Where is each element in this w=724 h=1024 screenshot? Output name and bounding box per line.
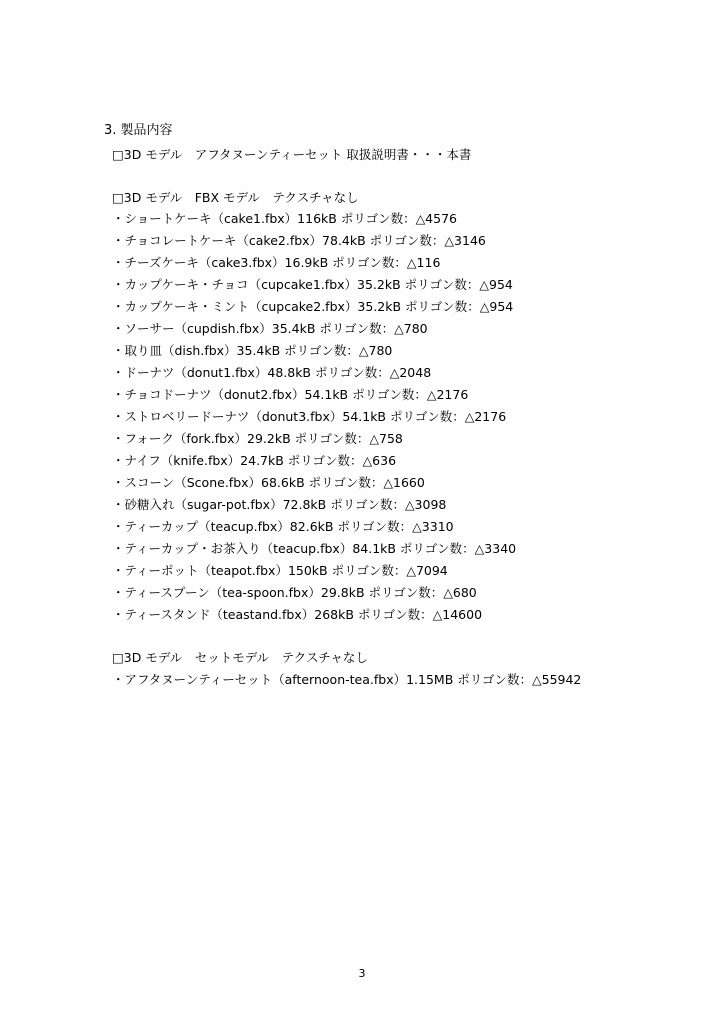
set-models-header: □3D モデル セットモデル テクスチャなし [112, 650, 368, 665]
list-item: ・ティースプーン（tea-spoon.fbx）29.8kB ポリゴン数：△680 [112, 585, 477, 600]
list-item: ・ティーカップ・お茶入り（teacup.fbx）84.1kB ポリゴン数：△3340 [112, 541, 517, 556]
section-title: 3. 製品内容 [104, 123, 173, 138]
list-item: ・カップケーキ・チョコ（cupcake1.fbx）35.2kB ポリゴン数：△954 [112, 277, 513, 292]
fbx-models-header: □3D モデル FBX モデル テクスチャなし [112, 190, 359, 205]
page-number: 3 [358, 967, 366, 980]
list-item: ・ストロベリードーナツ（donut3.fbx）54.1kB ポリゴン数：△2176 [112, 409, 507, 424]
manual-line: □3D モデル アフタヌーンティーセット 取扱説明書・・・本書 [112, 147, 472, 162]
list-item: ・ティースタンド（teastand.fbx）268kB ポリゴン数：△14600 [112, 607, 483, 622]
list-item: ・カップケーキ・ミント（cupcake2.fbx）35.2kB ポリゴン数：△954 [112, 299, 514, 314]
list-item: ・ティーカップ（teacup.fbx）82.6kB ポリゴン数：△3310 [112, 519, 454, 534]
list-item: ・チョコドーナツ（donut2.fbx）54.1kB ポリゴン数：△2176 [112, 387, 469, 402]
list-item: ・フォーク（fork.fbx）29.2kB ポリゴン数：△758 [112, 431, 403, 446]
list-item: ・チョコレートケーキ（cake2.fbx）78.4kB ポリゴン数：△3146 [112, 233, 486, 248]
list-item: ・ティーポット（teapot.fbx）150kB ポリゴン数：△7094 [112, 563, 448, 578]
list-item: ・ソーサー（cupdish.fbx）35.4kB ポリゴン数：△780 [112, 321, 428, 336]
list-item: ・アフタヌーンティーセット（afternoon-tea.fbx）1.15MB ポリゴン数：△55942 [112, 672, 582, 687]
list-item: ・取り皿（dish.fbx）35.4kB ポリゴン数：△780 [112, 343, 393, 358]
list-item: ・ショートケーキ（cake1.fbx）116kB ポリゴン数：△4576 [112, 211, 457, 226]
list-item: ・チーズケーキ（cake3.fbx）16.9kB ポリゴン数：△116 [112, 255, 441, 270]
list-item: ・スコーン（Scone.fbx）68.6kB ポリゴン数：△1660 [112, 475, 425, 490]
list-item: ・砂糖入れ（sugar-pot.fbx）72.8kB ポリゴン数：△3098 [112, 497, 447, 512]
list-item: ・ナイフ（knife.fbx）24.7kB ポリゴン数：△636 [112, 453, 397, 468]
list-item: ・ドーナツ（donut1.fbx）48.8kB ポリゴン数：△2048 [112, 365, 432, 380]
